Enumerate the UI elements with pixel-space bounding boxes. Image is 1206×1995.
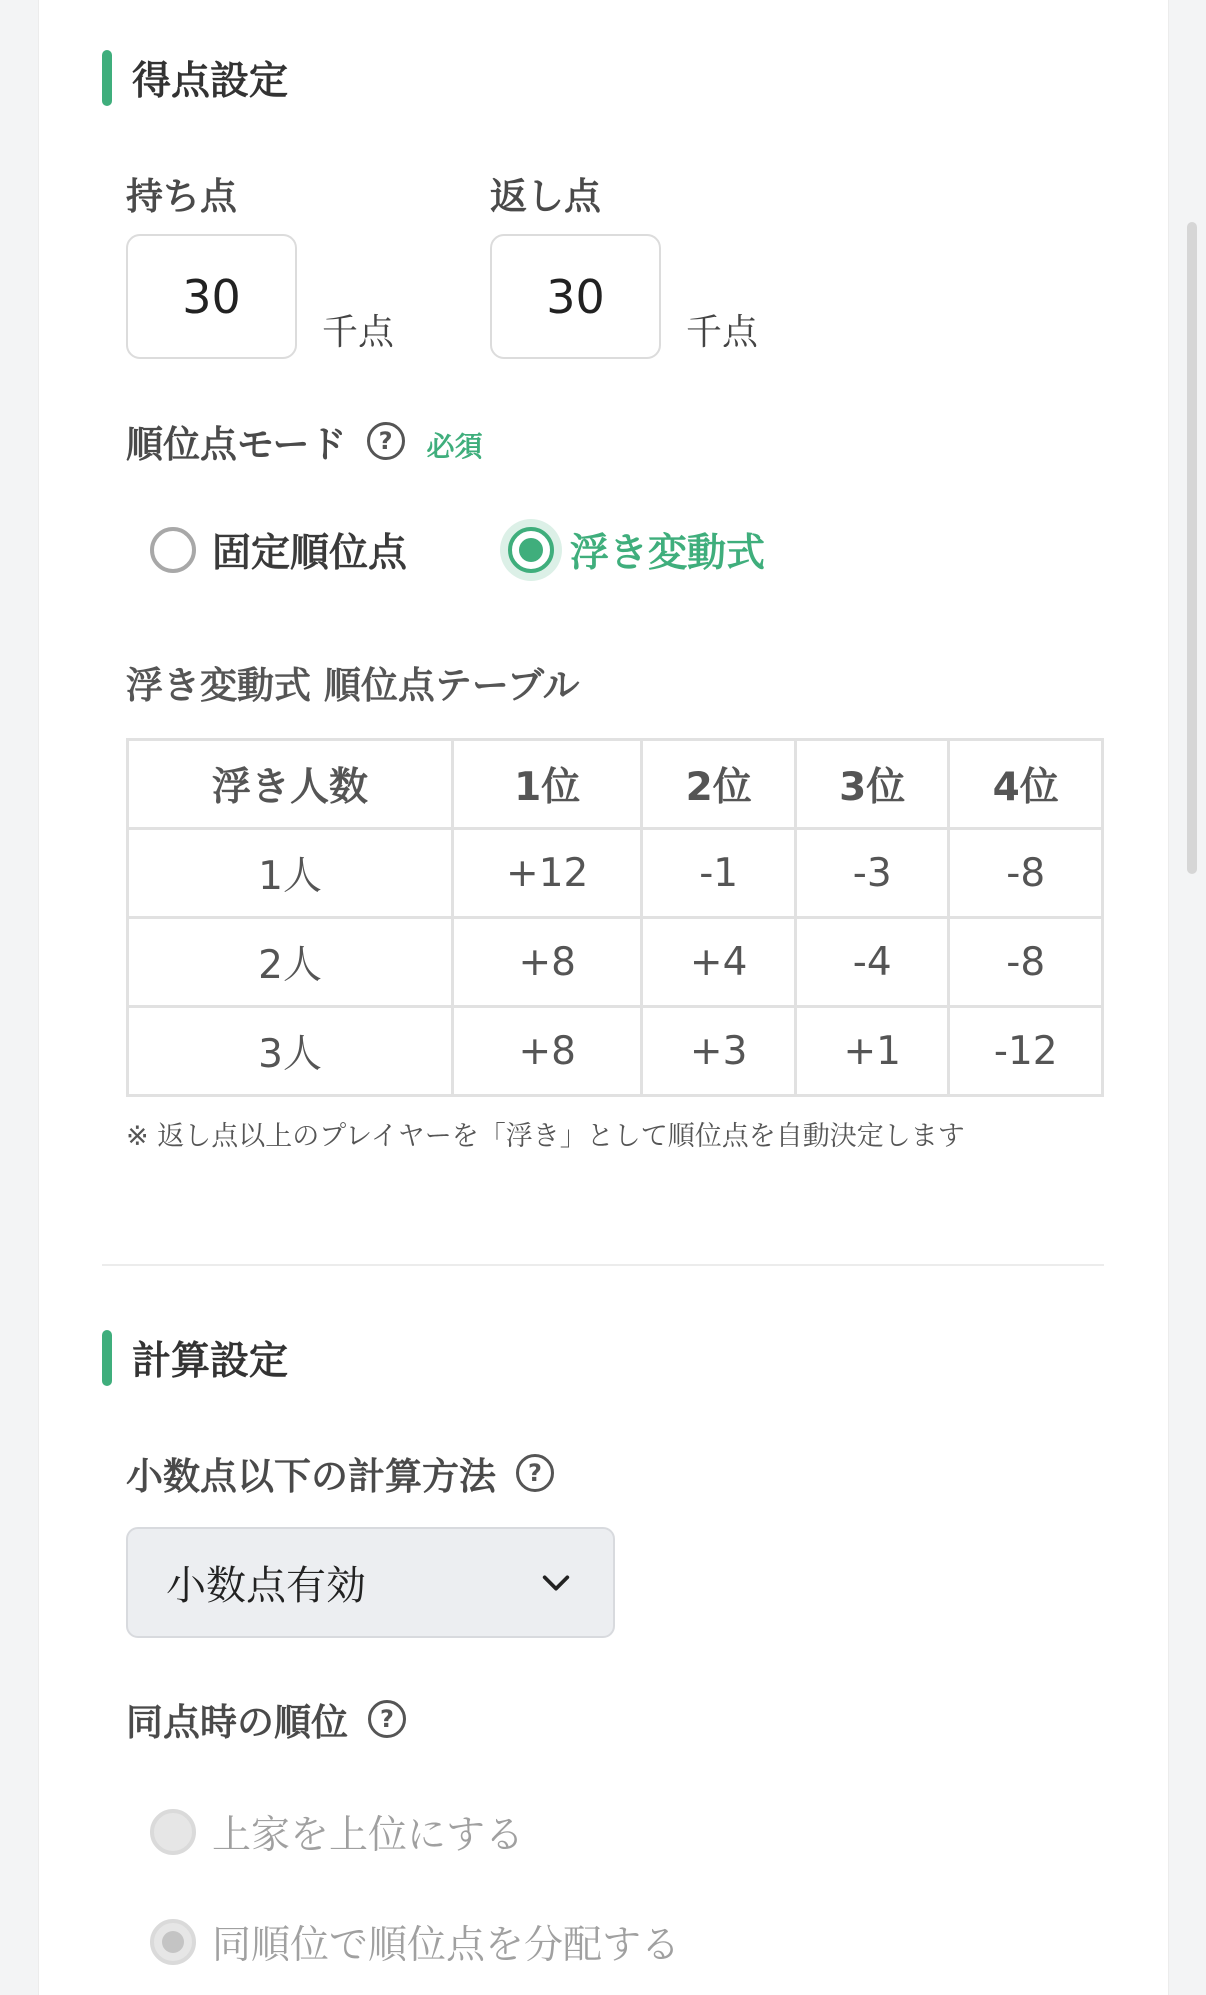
table-cell: +8 (453, 918, 642, 1007)
table-header-row (128, 740, 1103, 829)
radio-upper-seat-priority[interactable]: 上家を上位にする (150, 1804, 524, 1860)
decimal-method-label: 小数点以下の計算方法 ? (126, 1446, 554, 1500)
help-circle-icon[interactable]: ? (368, 1700, 406, 1738)
radio-split-rank-points[interactable]: 同順位で順位点を分配する (150, 1914, 680, 1970)
decimal-method-select[interactable] (126, 1527, 615, 1638)
radio-floating-rank[interactable]: 浮き変動式 (508, 522, 765, 578)
radio-circle-disabled-selected[interactable] (150, 1919, 196, 1965)
return-points-label: 返し点 (490, 175, 601, 218)
table-cell: 3人 (128, 1007, 453, 1096)
header-4th: 4位 (949, 740, 1103, 829)
scrollbar[interactable] (1187, 222, 1197, 874)
help-circle-icon[interactable]: ? (516, 1454, 554, 1492)
return-points-input[interactable]: 30 (490, 234, 661, 359)
header-3rd: 3位 (795, 740, 949, 829)
rank-table-title: 浮き変動式 順位点テーブル (126, 664, 580, 707)
table-cell: +12 (453, 829, 642, 918)
table-note: ※ 返し点以上のプレイヤーを「浮き」として順位点を自動決定します (126, 1121, 965, 1152)
table-cell: -1 (642, 829, 796, 918)
tie-rank-label: 同点時の順位 ? (126, 1692, 406, 1746)
score-settings-title: 得点設定 (102, 50, 288, 106)
section-divider (102, 1264, 1104, 1266)
radio-fixed-rank[interactable]: 固定順位点 (150, 522, 407, 578)
starting-points-input[interactable]: 30 (126, 234, 297, 359)
section-accent-bar (102, 50, 112, 106)
header-float-count: 浮き人数 (128, 740, 453, 829)
table-row (128, 1007, 1103, 1096)
table-cell: +8 (453, 1007, 642, 1096)
radio-circle-disabled[interactable] (150, 1809, 196, 1855)
return-points-unit: 千点 (686, 312, 759, 353)
table-row (128, 829, 1103, 918)
rank-mode-label: 順位点モード ? 必須 (126, 423, 483, 466)
chevron-down-icon (539, 1566, 573, 1600)
table-cell: 1人 (128, 829, 453, 918)
table-cell: -8 (949, 829, 1103, 918)
radio-circle[interactable] (150, 527, 196, 573)
table-cell: +4 (642, 918, 796, 1007)
table-cell: -3 (795, 829, 949, 918)
section-accent-bar (102, 1330, 112, 1386)
table-cell: 2人 (128, 918, 453, 1007)
rank-points-table (126, 738, 1104, 1097)
table-cell: -4 (795, 918, 949, 1007)
required-badge: 必須 (426, 430, 483, 463)
starting-points-label: 持ち点 (126, 175, 237, 218)
table-row (128, 918, 1103, 1007)
table-cell: +3 (642, 1007, 796, 1096)
radio-circle-selected[interactable] (508, 527, 554, 573)
header-1st: 1位 (453, 740, 642, 829)
starting-points-unit: 千点 (322, 312, 395, 353)
help-circle-icon[interactable]: ? (367, 422, 405, 460)
select-value: 小数点有効 (166, 1563, 366, 1609)
table-cell: -8 (949, 918, 1103, 1007)
table-cell: -12 (949, 1007, 1103, 1096)
calc-settings-title: 計算設定 (102, 1330, 288, 1386)
header-2nd: 2位 (642, 740, 796, 829)
table-cell: +1 (795, 1007, 949, 1096)
